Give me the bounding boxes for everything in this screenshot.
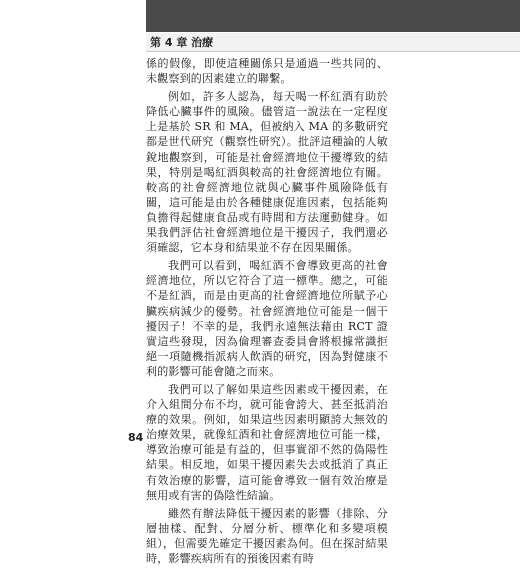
- header-bar: [146, 0, 520, 32]
- body-text: [146, 56, 388, 569]
- paragraph: 我們可以看到，喝紅酒不會導致更高的社會經濟地位，所以它符合了這一標準。總之，可能不是紅酒，而是由更高的社會經濟地位所賦予心臟疾病減少的優勢。社會經濟地位可能是一個干擾因子！不幸的是，我們永遠無法藉由 RCT 證實這些發現，因為倫理審查委員會將根據常識拒絕一項隨機指派病人飲酒的研究，因為對健康不利的影響可能會隨之而來。: [146, 259, 388, 378]
- paragraph: 係的假像，即使這種關係只是通過一些共同的、未觀察到的因素建立的聯繫。: [146, 57, 388, 86]
- paragraph: 例如，許多人認為，每天喝一杯紅酒有助於降低心臟事件的風險。儘管這一說法在一定程度上是基於 SR 和 MA，但被納入 MA 的多數研究都是世代研究（觀察性研究）。批評這種論的人敏銳地觀察到，可能是社會經濟地位干擾導致的結果，特別是喝紅酒與較高的社會經濟地位有關。較高的社會經濟地位就與心臟事件風險降低有關，這可能是由於各種健康促進因素，包括能夠負擔得起健康食品或有時間和方法運動健身。如果我們評估社會經濟地位是干擾因子，我們還必須確認，它本身和結果並不存在因果關係。: [146, 90, 388, 255]
- chapter-header: [146, 33, 520, 52]
- chapter-title: 第 4 章 治療: [150, 36, 214, 49]
- paragraph: 我們可以了解如果這些因素或干擾因素，在介入組間分布不均，就可能會誇大、甚至抵消治療的效果。例如，如果這些因素明顯誇大無效的治療效果，就像紅酒和社會經濟地位可能一樣，導致治療可能是有益的，但事實卻不然的偽陽性結果。相反地，如果干擾因素失去或抵消了真正有效治療的影響，這可能會導致一個有效治療是無用或有害的偽陰性結論。: [146, 382, 388, 502]
- paragraph: 雖然有辦法降低干擾因素的影響（排除、分層抽樣、配對、分層分析、標準化和多變項模組），但需要先確定干擾因素為何。但在探討結果時，影響疾病所有的預後因素有時: [146, 506, 388, 565]
- page-number: 84: [128, 431, 144, 444]
